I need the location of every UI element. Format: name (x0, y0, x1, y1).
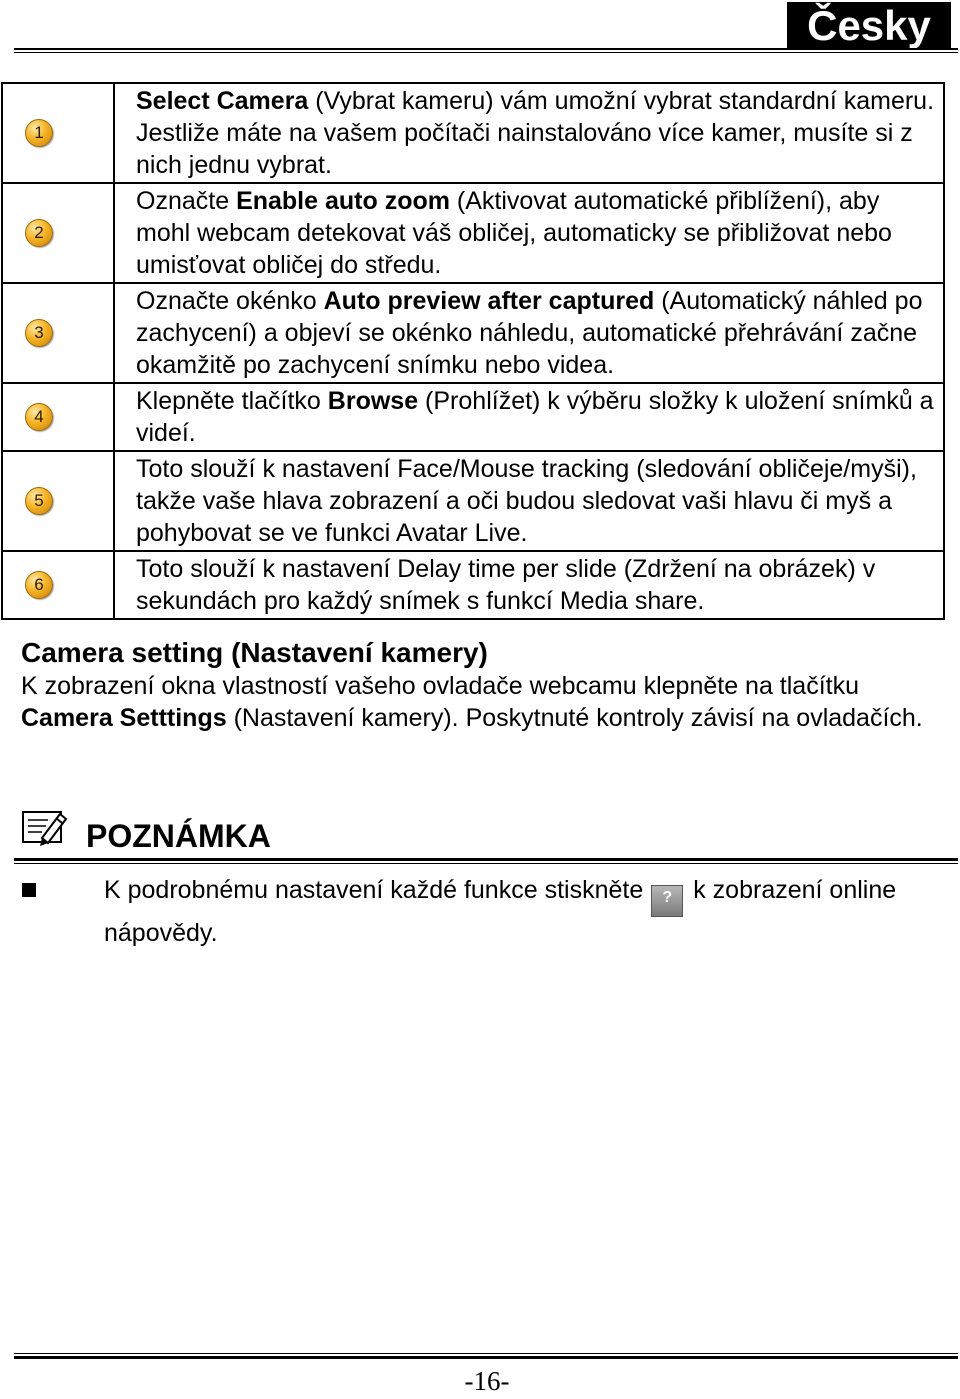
note-text: K podrobnému nastavení každé funkce stiskněte ? k zobrazení online nápovědy. (104, 876, 897, 947)
footer-rule (14, 1353, 958, 1359)
page-number: -16- (464, 1366, 510, 1396)
number-2-icon: 2 (25, 219, 53, 247)
square-bullet-icon (22, 883, 36, 897)
note-title: POZNÁMKA (86, 818, 271, 854)
number-1-icon: 1 (25, 119, 53, 147)
help-button-icon: ? (651, 885, 683, 917)
header-rule (14, 48, 958, 53)
step-row (2, 183, 944, 283)
step-text: Toto slouží k nastavení Delay time per slide (Zdržení na obrázek) v sekundách pro každý snímek s funkcí Media share. (114, 551, 944, 619)
step-text: Toto slouží k nastavení Face/Mouse tracking (sledování obličeje/myši), takže vaše hlava zobrazení a oči budou sledovat vaši hlavu či myš a pohybovat se ve funkci Avatar Live. (114, 451, 944, 551)
language-tab: Česky (787, 2, 951, 50)
number-6-icon: 6 (25, 571, 53, 599)
steps-table (1, 82, 945, 620)
step-row (2, 83, 944, 183)
note-rule (14, 858, 958, 864)
step-row (2, 383, 944, 451)
step-text: Select Camera (Vybrat kameru) vám umožní vybrat standardní kameru. Jestliže máte na vašem počítači nainstalováno více kamer, musíte si z nich jednu vybrat. (114, 83, 944, 183)
step-row (2, 451, 944, 551)
step-row (2, 283, 944, 383)
section-heading: Camera setting (Nastavení kamery) (21, 637, 488, 668)
note-header (20, 800, 960, 860)
step-text: Označte okénko Auto preview after captured (Automatický náhled po zachycení) a objeví se okénko náhledu, automatické přehrávání začne okamžitě po zachycení snímku nebo videa. (114, 283, 944, 383)
number-4-icon: 4 (25, 403, 53, 431)
step-text: Označte Enable auto zoom (Aktivovat automatické přiblížení), aby mohl webcam detekovat váš obličej, automaticky se přibližovat nebo umisťovat obličej do středu. (114, 183, 944, 283)
number-3-icon: 3 (25, 319, 53, 347)
number-5-icon: 5 (25, 487, 53, 515)
step-row (2, 551, 944, 619)
step-text: Klepněte tlačítko Browse (Prohlížet) k výběru složky k uložení snímků a videí. (114, 383, 944, 451)
camera-setting-section (21, 636, 951, 734)
section-body: K zobrazení okna vlastností vašeho ovladače webcamu klepněte na tlačítku Camera Setttings (Nastavení kamery). Poskytnuté kontroly závisí na ovladačích. (21, 672, 923, 732)
note-pencil-icon (20, 804, 70, 850)
